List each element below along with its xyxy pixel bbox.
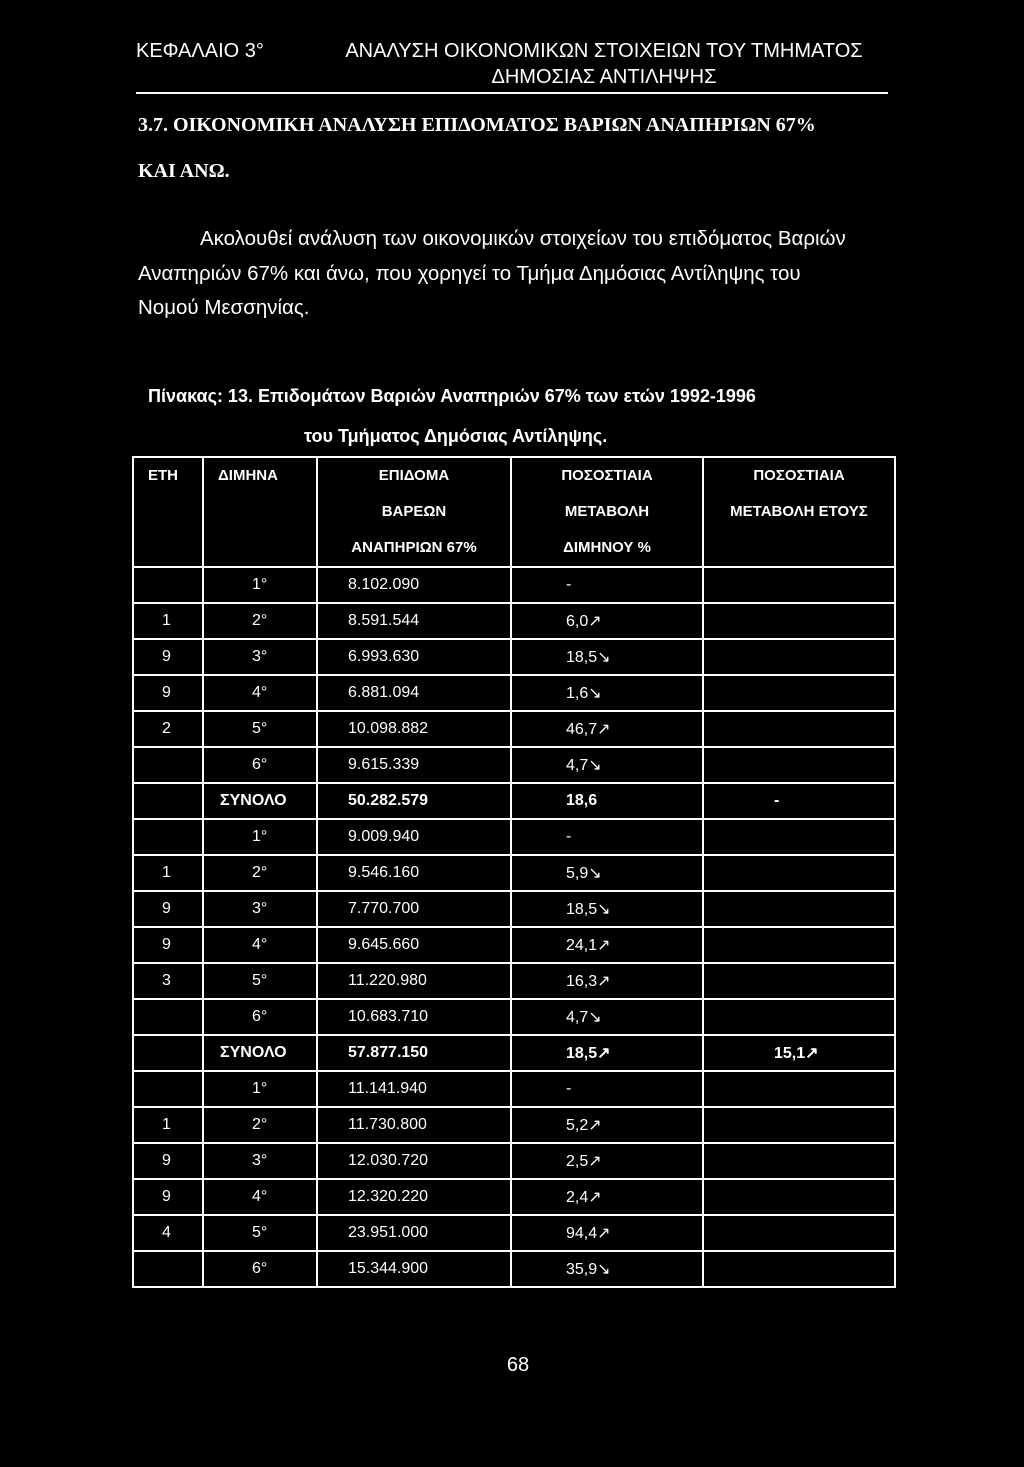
chapter-title: [324, 38, 884, 90]
cell-year: 1: [133, 855, 203, 891]
cell-period-change: -: [511, 567, 703, 603]
cell-amount: 6.881.094: [317, 675, 511, 711]
cell-period-change: 18,5↗: [511, 1035, 703, 1071]
header-amount-line1: ΕΠΙΔΟΜΑ: [378, 467, 450, 484]
header-period-change-line3: ΔΙΜΗΝΟΥ %: [563, 539, 651, 556]
cell-amount: 50.282.579: [317, 783, 511, 819]
cell-year: [133, 1071, 203, 1107]
cell-year-change: 15,1↗: [703, 1035, 895, 1071]
cell-period: 1°: [203, 819, 317, 855]
cell-amount: 9.546.160: [317, 855, 511, 891]
header-year-change-line2: ΜΕΤΑΒΟΛΗ ΕΤΟΥΣ: [730, 503, 868, 520]
cell-year: [133, 999, 203, 1035]
cell-year: 9: [133, 891, 203, 927]
cell-period-change: 46,7↗: [511, 711, 703, 747]
cell-year-change: [703, 1107, 895, 1143]
cell-amount: 9.009.940: [317, 819, 511, 855]
benefits-table: [132, 456, 896, 1288]
cell-year-change: [703, 819, 895, 855]
header-year: ΕΤΗ: [133, 457, 203, 567]
cell-period: 6°: [203, 999, 317, 1035]
cell-amount: 11.220.980: [317, 963, 511, 999]
section-heading-line2: ΚΑΙ ΑΝΩ.: [138, 160, 230, 182]
table-row: [133, 963, 895, 999]
cell-period: 4°: [203, 675, 317, 711]
cell-period-change: 5,9↘: [511, 855, 703, 891]
intro-line3: Νομού Μεσσηνίας.: [138, 296, 310, 319]
cell-period: 3°: [203, 891, 317, 927]
cell-amount: 9.645.660: [317, 927, 511, 963]
cell-year: 9: [133, 1179, 203, 1215]
cell-amount: 7.770.700: [317, 891, 511, 927]
table-header-row: [133, 457, 895, 567]
header-period-change: [511, 457, 703, 567]
cell-period: ΣΥΝΟΛΟ: [203, 783, 317, 819]
cell-year: 1: [133, 1107, 203, 1143]
table-row: [133, 999, 895, 1035]
cell-amount: 57.877.150: [317, 1035, 511, 1071]
table-row: [133, 1107, 895, 1143]
cell-amount: 10.098.882: [317, 711, 511, 747]
cell-period-change: 6,0↗: [511, 603, 703, 639]
cell-year-change: [703, 711, 895, 747]
cell-year: [133, 747, 203, 783]
cell-amount: 11.730.800: [317, 1107, 511, 1143]
cell-period-change: 16,3↗: [511, 963, 703, 999]
cell-period-change: 1,6↘: [511, 675, 703, 711]
table-total-row: [133, 783, 895, 819]
table-row: [133, 567, 895, 603]
header-divider: [136, 92, 888, 94]
cell-period: 5°: [203, 711, 317, 747]
cell-amount: 6.993.630: [317, 639, 511, 675]
cell-amount: 12.320.220: [317, 1179, 511, 1215]
page-number: 68: [506, 1354, 530, 1376]
cell-year-change: [703, 747, 895, 783]
section-heading: [138, 102, 898, 194]
table-row: [133, 1071, 895, 1107]
header-year-change: [703, 457, 895, 567]
cell-period: ΣΥΝΟΛΟ: [203, 1035, 317, 1071]
cell-period: 5°: [203, 1215, 317, 1251]
section-heading-line1: 3.7. ΟΙΚΟΝΟΜΙΚΗ ΑΝΑΛΥΣΗ ΕΠΙΔΟΜΑΤΟΣ ΒΑΡΙΩΝ ΑΝΑΠΗΡΙΩΝ 67%: [138, 114, 816, 136]
cell-period-change: 24,1↗: [511, 927, 703, 963]
cell-amount: 8.102.090: [317, 567, 511, 603]
cell-year: 9: [133, 639, 203, 675]
cell-period: 3°: [203, 639, 317, 675]
cell-period-change: 18,5↘: [511, 891, 703, 927]
chapter-title-line1: ΑΝΑΛΥΣΗ ΟΙΚΟΝΟΜΙΚΩΝ ΣΤΟΙΧΕΙΩΝ ΤΟΥ ΤΜΗΜΑΤΟΣ: [345, 40, 863, 62]
table-row: [133, 747, 895, 783]
table-row: [133, 891, 895, 927]
cell-period-change: 94,4↗: [511, 1215, 703, 1251]
cell-year-change: [703, 1143, 895, 1179]
cell-period-change: 5,2↗: [511, 1107, 703, 1143]
table-row: [133, 1179, 895, 1215]
cell-amount: 23.951.000: [317, 1215, 511, 1251]
cell-period: 2°: [203, 1107, 317, 1143]
cell-year: 9: [133, 675, 203, 711]
cell-amount: 12.030.720: [317, 1143, 511, 1179]
cell-year: 2: [133, 711, 203, 747]
cell-year-change: [703, 1179, 895, 1215]
table-row: [133, 1143, 895, 1179]
table-row: [133, 927, 895, 963]
table-row: [133, 819, 895, 855]
header-amount: [317, 457, 511, 567]
cell-year: [133, 1251, 203, 1287]
cell-period: 1°: [203, 567, 317, 603]
cell-year: 1: [133, 603, 203, 639]
cell-period-change: -: [511, 1071, 703, 1107]
chapter-title-line2: ΔΗΜΟΣΙΑΣ ΑΝΤΙΛΗΨΗΣ: [491, 66, 717, 88]
cell-period: 6°: [203, 747, 317, 783]
table-total-row: [133, 1035, 895, 1071]
table-row: [133, 1251, 895, 1287]
cell-year: [133, 567, 203, 603]
cell-year: 9: [133, 1143, 203, 1179]
header-year-change-line1: ΠΟΣΟΣΤΙΑΙΑ: [753, 467, 845, 484]
cell-period-change: 18,6: [511, 783, 703, 819]
intro-line1: Ακολουθεί ανάλυση των οικονομικών στοιχείων του επιδόματος Βαριών: [200, 227, 846, 250]
cell-period-change: 4,7↘: [511, 999, 703, 1035]
cell-period-change: 2,4↗: [511, 1179, 703, 1215]
intro-paragraph: [138, 222, 888, 326]
cell-year-change: [703, 567, 895, 603]
header-period-change-line1: ΠΟΣΟΣΤΙΑΙΑ: [561, 467, 653, 484]
table-caption-line2: του Τμήματος Δημόσιας Αντίληψης.: [304, 426, 608, 446]
intro-line2: Αναπηριών 67% και άνω, που χορηγεί το Τμήμα Δημόσιας Αντίληψης του: [138, 261, 801, 285]
cell-period: 1°: [203, 1071, 317, 1107]
table-caption-line1: Πίνακας: 13. Επιδομάτων Βαριών Αναπηριών 67% των ετών 1992-1996: [148, 386, 756, 406]
cell-period-change: -: [511, 819, 703, 855]
table-row: [133, 603, 895, 639]
cell-amount: 9.615.339: [317, 747, 511, 783]
cell-year-change: [703, 1251, 895, 1287]
table-row: [133, 855, 895, 891]
table-body: [133, 567, 895, 1287]
cell-period: 4°: [203, 1179, 317, 1215]
cell-year: [133, 819, 203, 855]
chapter-label: ΚΕΦΑΛΑΙΟ 3°: [136, 40, 264, 62]
cell-year-change: [703, 999, 895, 1035]
table-row: [133, 711, 895, 747]
header-amount-line3: ΑΝΑΠΗΡΙΩΝ 67%: [351, 539, 477, 556]
table-caption: [148, 376, 908, 456]
cell-year-change: [703, 1215, 895, 1251]
cell-amount: 11.141.940: [317, 1071, 511, 1107]
cell-period-change: 4,7↘: [511, 747, 703, 783]
cell-period-change: 18,5↘: [511, 639, 703, 675]
cell-period: 2°: [203, 855, 317, 891]
cell-period-change: 2,5↗: [511, 1143, 703, 1179]
cell-year-change: -: [703, 783, 895, 819]
cell-year-change: [703, 675, 895, 711]
cell-year: 9: [133, 927, 203, 963]
table-row: [133, 639, 895, 675]
cell-period: 5°: [203, 963, 317, 999]
header-period-change-line2: ΜΕΤΑΒΟΛΗ: [564, 503, 650, 520]
cell-year: [133, 1035, 203, 1071]
header-period: ΔΙΜΗΝΑ: [203, 457, 317, 567]
cell-year-change: [703, 891, 895, 927]
cell-period: 6°: [203, 1251, 317, 1287]
cell-amount: 10.683.710: [317, 999, 511, 1035]
cell-year-change: [703, 855, 895, 891]
cell-year-change: [703, 1071, 895, 1107]
cell-period-change: 35,9↘: [511, 1251, 703, 1287]
cell-year-change: [703, 603, 895, 639]
cell-year-change: [703, 927, 895, 963]
cell-period: 2°: [203, 603, 317, 639]
header-amount-line2: ΒΑΡΕΩΝ: [381, 503, 447, 520]
cell-amount: 8.591.544: [317, 603, 511, 639]
cell-year-change: [703, 639, 895, 675]
table-row: [133, 675, 895, 711]
cell-period: 4°: [203, 927, 317, 963]
cell-period: 3°: [203, 1143, 317, 1179]
cell-year: 3: [133, 963, 203, 999]
cell-year-change: [703, 963, 895, 999]
cell-amount: 15.344.900: [317, 1251, 511, 1287]
cell-year: [133, 783, 203, 819]
table-row: [133, 1215, 895, 1251]
cell-year: 4: [133, 1215, 203, 1251]
